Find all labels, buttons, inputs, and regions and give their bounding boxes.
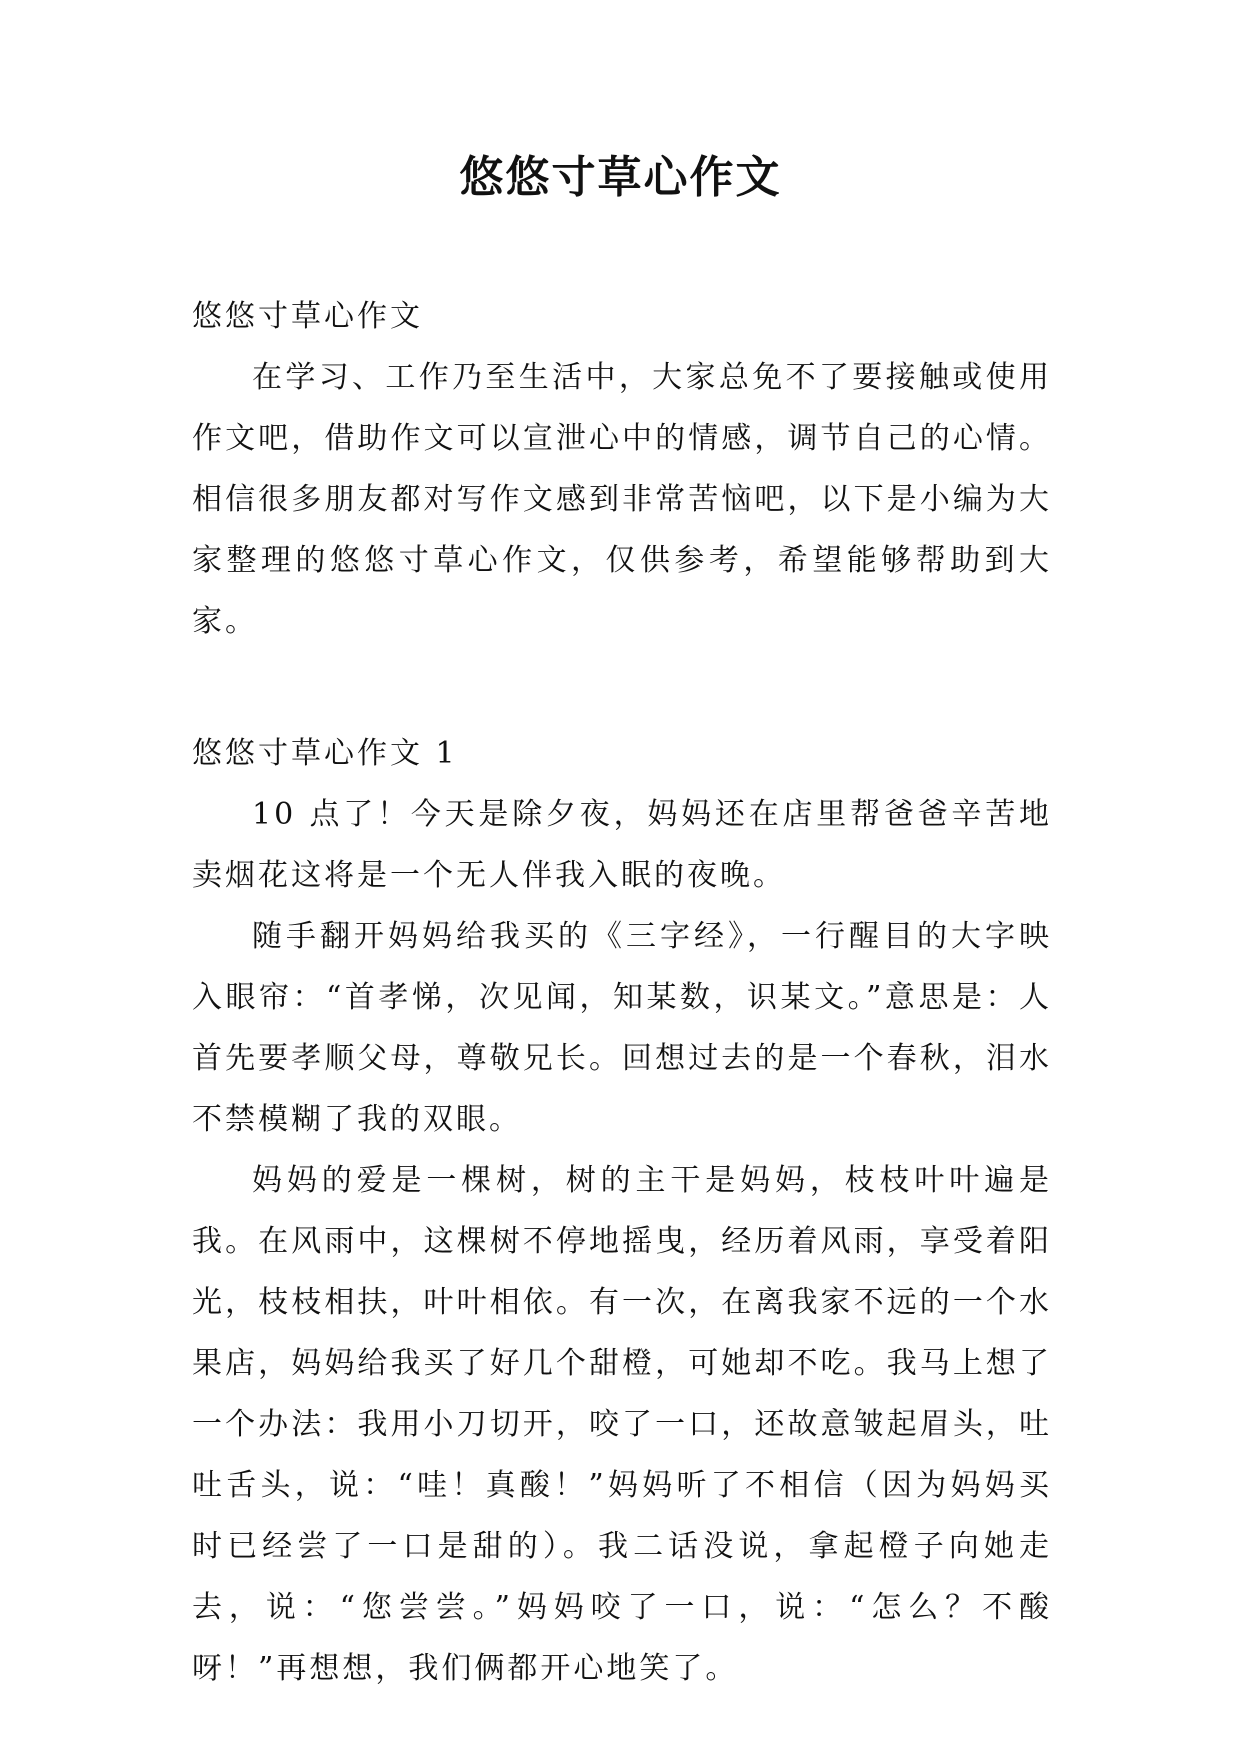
document-body [192, 286, 1052, 1699]
body-paragraph: 10 点了！今天是除夕夜，妈妈还在店里帮爸爸辛苦地卖烟花这将是一个无人伴我入眠的夜晚。 [192, 797, 1052, 893]
document-subtitle: 悠悠寸草心作文 [192, 299, 423, 334]
body-paragraph: 随手翻开妈妈给我买的《三字经》，一行醒目的大字映入眼帘：“首孝悌，次见闻，知某数，识某文。”意思是：人首先要孝顺父母，尊敬兄长。回想过去的是一个春秋，泪水不禁模糊了我的双眼。 [192, 919, 1052, 1137]
intro-paragraph: 在学习、工作乃至生活中，大家总免不了要接触或使用作文吧，借助作文可以宣泄心中的情感，调节自己的心情。相信很多朋友都对写作文感到非常苦恼吧，以下是小编为大家整理的悠悠寸草心作文，仅供参考，希望能够帮助到大家。 [192, 360, 1052, 639]
document-title: 悠悠寸草心作文 [459, 152, 782, 203]
section-spacer [192, 652, 1052, 723]
body-paragraph: 妈妈的爱是一棵树，树的主干是妈妈，枝枝叶叶遍是我。在风雨中，这棵树不停地摇曳，经历着风雨，享受着阳光，枝枝相扶，叶叶相依。有一次，在离我家不远的一个水果店，妈妈给我买了好几个甜橙，可她却不吃。我马上想了一个办法：我用小刀切开，咬了一口，还故意皱起眉头，吐吐舌头，说：“哇！真酸！”妈妈听了不相信（因为妈妈买时已经尝了一口是甜的）。我二话没说，拿起橙子向她走去，说：“您尝尝。”妈妈咬了一口，说：“怎么？不酸呀！”再想想，我们俩都开心地笑了。 [192, 1163, 1052, 1686]
section-heading: 悠悠寸草心作文 1 [192, 736, 458, 771]
